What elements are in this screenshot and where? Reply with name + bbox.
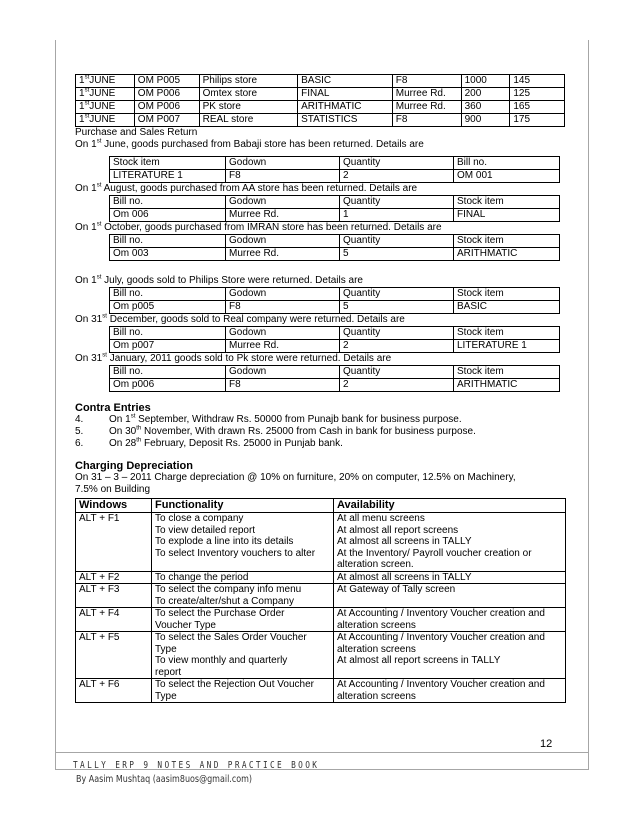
return-desc-pre: On 1 xyxy=(75,183,97,194)
return-data-row xyxy=(110,248,560,261)
return-desc-pre: On 31 xyxy=(75,314,103,325)
availability-cell xyxy=(334,584,566,608)
header-cell: Bill no. xyxy=(110,288,226,301)
return-desc-pre: On 1 xyxy=(75,139,97,150)
data-cell: Om 006 xyxy=(110,209,226,222)
return-desc-post: January, 2011 goods sold to Pk store were returned. Details are xyxy=(106,353,392,364)
availability-cell xyxy=(334,608,566,632)
party-cell: Omtex store xyxy=(199,88,298,101)
contra-pre: On 1 xyxy=(109,414,131,425)
functionality-line: To select the Rejection Out Voucher xyxy=(155,679,314,690)
return-header-row xyxy=(110,157,560,170)
table-row xyxy=(76,513,566,572)
availability-line: alteration screens xyxy=(337,690,416,702)
data-cell: 2 xyxy=(340,340,454,353)
return-table xyxy=(109,156,560,183)
date-month: JUNE xyxy=(89,101,116,112)
header-cell: Godown xyxy=(226,288,340,301)
return-table xyxy=(109,195,560,222)
availability-cell xyxy=(334,571,566,584)
return-data-row xyxy=(110,170,560,183)
functionality-line: To select the company info menu xyxy=(155,584,302,595)
return-header-row xyxy=(110,288,560,301)
bill-cell: OM P006 xyxy=(134,88,199,101)
header-cell: Stock item xyxy=(454,366,560,379)
header-cell: Godown xyxy=(226,157,340,170)
data-cell: F8 xyxy=(226,379,340,392)
return-desc-sup: st xyxy=(96,274,102,281)
availability-line: At almost all report screens in TALLY xyxy=(337,655,501,666)
party-cell: PK store xyxy=(199,101,298,114)
return-header-row xyxy=(110,366,560,379)
contra-item xyxy=(75,438,565,450)
header-cell: Quantity xyxy=(340,235,454,248)
functionality-line: Type xyxy=(155,643,177,655)
header-cell: Bill no. xyxy=(454,157,560,170)
date-suffix: st xyxy=(84,113,90,120)
return-desc-post: December, goods sold to Real company were returned. Details are xyxy=(106,314,405,325)
qty-cell: 360 xyxy=(461,101,510,114)
header-cell: Godown xyxy=(226,366,340,379)
rate-cell: 165 xyxy=(510,101,565,114)
qty-cell: 900 xyxy=(461,114,510,127)
contra-sup: st xyxy=(130,413,136,420)
return-table xyxy=(109,287,560,314)
rate-cell: 145 xyxy=(510,75,565,88)
contra-list xyxy=(75,414,565,450)
bill-cell: OM P006 xyxy=(134,101,199,114)
return-data-row xyxy=(110,301,560,314)
data-cell: 2 xyxy=(340,170,454,183)
data-cell: Murree Rd. xyxy=(226,248,340,261)
data-cell: BASIC xyxy=(454,301,560,314)
depreciation-line-2: 7.5% on Building xyxy=(75,484,151,495)
functionality-line: To create/alter/shut a Company xyxy=(155,595,294,607)
table-row xyxy=(76,88,565,101)
contra-item xyxy=(75,426,565,438)
date-suffix: st xyxy=(84,74,90,81)
date-number: 1 xyxy=(79,101,85,112)
data-cell: OM 001 xyxy=(454,170,560,183)
godown-cell: F8 xyxy=(392,75,461,88)
return-description xyxy=(75,314,565,326)
item-cell: ARITHMATIC xyxy=(298,101,393,114)
data-cell: 1 xyxy=(340,209,454,222)
availability-line: At Accounting / Inventory Voucher creation and xyxy=(337,608,545,619)
table-row xyxy=(76,75,565,88)
functionality-line: To change the period xyxy=(155,571,249,583)
header-cell: Stock item xyxy=(454,235,560,248)
godown-cell: Murree Rd. xyxy=(392,101,461,114)
shortcut-key-cell: ALT + F4 xyxy=(76,608,152,632)
functionality-cell xyxy=(152,513,334,572)
availability-line: At almost all report screens xyxy=(337,524,459,536)
functionality-line: To view monthly and quarterly xyxy=(155,655,288,666)
functionality-line: To select the Purchase Order xyxy=(155,608,285,619)
data-cell: FINAL xyxy=(454,209,560,222)
header-cell: Stock item xyxy=(110,157,226,170)
data-cell: LITERATURE 1 xyxy=(454,340,560,353)
data-cell: Om p007 xyxy=(110,340,226,353)
return-desc-sup: st xyxy=(96,138,102,145)
table-row xyxy=(76,571,566,584)
return-desc-post: October, goods purchased from IMRAN store has been returned. Details are xyxy=(101,222,442,233)
data-cell: ARITHMATIC xyxy=(454,248,560,261)
header-cell: Quantity xyxy=(340,196,454,209)
header-cell: Quantity xyxy=(340,366,454,379)
functionality-cell xyxy=(152,584,334,608)
sales-table xyxy=(75,74,565,127)
godown-cell: Murree Rd. xyxy=(392,88,461,101)
return-desc-post: July, goods sold to Philips Store were returned. Details are xyxy=(101,275,363,286)
qty-cell: 1000 xyxy=(461,75,510,88)
data-cell: Om 003 xyxy=(110,248,226,261)
data-cell: Murree Rd. xyxy=(226,209,340,222)
header-cell: Bill no. xyxy=(110,196,226,209)
contra-text xyxy=(109,414,462,426)
header-cell: Stock item xyxy=(454,196,560,209)
availability-line: At Gateway of Tally screen xyxy=(337,584,456,595)
data-cell: F8 xyxy=(226,301,340,314)
availability-cell xyxy=(334,679,566,703)
table-row xyxy=(76,679,566,703)
availability-cell xyxy=(334,513,566,572)
table-row xyxy=(76,114,565,127)
col-header-functionality: Functionality xyxy=(152,499,334,513)
functionality-line: Voucher Type xyxy=(155,619,216,631)
date-number: 1 xyxy=(79,88,85,99)
date-number: 1 xyxy=(79,75,85,86)
return-desc-pre: On 31 xyxy=(75,353,103,364)
return-data-row xyxy=(110,379,560,392)
availability-cell xyxy=(334,632,566,679)
data-cell: F8 xyxy=(226,170,340,183)
contra-text xyxy=(109,426,476,438)
availability-line: alteration screens xyxy=(337,619,416,631)
date-month: JUNE xyxy=(89,88,116,99)
date-month: JUNE xyxy=(89,114,116,125)
return-table xyxy=(109,326,560,353)
return-desc-post: August, goods purchased from AA store has been returned. Details are xyxy=(101,183,418,194)
functionality-line: report xyxy=(155,666,182,678)
return-desc-sup: st xyxy=(102,313,107,320)
page-number: 12 xyxy=(540,738,553,750)
availability-line: alteration screens xyxy=(337,643,416,655)
availability-line: alteration screen. xyxy=(337,559,414,570)
depreciation-heading: Charging Depreciation xyxy=(75,460,193,472)
item-cell: FINAL xyxy=(298,88,393,101)
functionality-cell xyxy=(152,679,334,703)
depreciation-line-1: On 31 – 3 – 2011 Charge depreciation @ 10% on furniture, 20% on computer, 12.5% on Machinery, xyxy=(75,472,516,483)
purchase-sales-heading: Purchase and Sales Return xyxy=(75,127,198,138)
contra-number: 4. xyxy=(75,414,84,425)
header-cell: Quantity xyxy=(340,327,454,340)
return-table xyxy=(109,365,560,392)
shortcut-key-cell: ALT + F6 xyxy=(76,679,152,703)
rate-cell: 125 xyxy=(510,88,565,101)
party-cell: Philips store xyxy=(199,75,298,88)
shortcut-key-cell: ALT + F2 xyxy=(76,571,152,584)
return-desc-pre: On 1 xyxy=(75,275,97,286)
bill-cell: OM P007 xyxy=(134,114,199,127)
availability-line: At Accounting / Inventory Voucher creation and xyxy=(337,679,545,690)
date-number: 1 xyxy=(79,114,85,125)
return-description xyxy=(75,183,565,195)
contra-heading: Contra Entries xyxy=(75,402,151,414)
data-cell: 2 xyxy=(340,379,454,392)
contra-post: September, Withdraw Rs. 50000 from Punajb bank for business purpose. xyxy=(135,414,462,425)
book-title: TALLY ERP 9 NOTES AND PRACTICE BOOK xyxy=(73,760,320,771)
functionality-line: To view detailed report xyxy=(155,524,256,536)
author-credit: By Aasim Mushtaq (aasim8uos@gmail.com) xyxy=(76,774,253,785)
header-cell: Godown xyxy=(226,235,340,248)
contra-number: 6. xyxy=(75,438,84,449)
contra-sup: th xyxy=(136,437,142,444)
header-cell: Bill no. xyxy=(110,327,226,340)
header-cell: Bill no. xyxy=(110,366,226,379)
header-cell: Stock item xyxy=(454,327,560,340)
qty-cell: 200 xyxy=(461,88,510,101)
contra-item xyxy=(75,414,565,426)
date-cell xyxy=(76,101,135,114)
return-header-row xyxy=(110,327,560,340)
return-header-row xyxy=(110,196,560,209)
header-cell: Stock item xyxy=(454,288,560,301)
header-cell: Quantity xyxy=(340,288,454,301)
availability-line: At the Inventory/ Payroll voucher creation or xyxy=(337,547,532,559)
return-desc-post: June, goods purchased from Babaji store has been returned. Details are xyxy=(101,139,424,150)
contra-text xyxy=(109,438,343,450)
footer-divider xyxy=(56,752,589,753)
bill-cell: OM P005 xyxy=(134,75,199,88)
header-cell: Godown xyxy=(226,327,340,340)
return-desc-sup: st xyxy=(96,182,102,189)
shortcut-table xyxy=(75,498,566,703)
header-cell: Bill no. xyxy=(110,235,226,248)
header-cell: Godown xyxy=(226,196,340,209)
item-cell: STATISTICS xyxy=(298,114,393,127)
data-cell: ARITHMATIC xyxy=(454,379,560,392)
functionality-cell xyxy=(152,608,334,632)
return-header-row xyxy=(110,235,560,248)
table-row xyxy=(76,101,565,114)
col-header-availability: Availability xyxy=(334,499,566,513)
functionality-line: To close a company xyxy=(155,513,244,524)
contra-pre: On 28 xyxy=(109,438,137,449)
party-cell: REAL store xyxy=(199,114,298,127)
item-cell: BASIC xyxy=(298,75,393,88)
return-description xyxy=(75,222,565,234)
data-cell: Om p005 xyxy=(110,301,226,314)
date-cell xyxy=(76,114,135,127)
returns-section xyxy=(75,139,565,392)
return-data-row xyxy=(110,209,560,222)
return-description xyxy=(75,139,565,151)
return-table xyxy=(109,234,560,261)
availability-line: At almost all screens in TALLY xyxy=(337,536,472,547)
shortcut-key-cell: ALT + F5 xyxy=(76,632,152,679)
data-cell: Murree Rd. xyxy=(226,340,340,353)
functionality-cell xyxy=(152,571,334,584)
availability-line: At Accounting / Inventory Voucher creation and xyxy=(337,632,545,643)
contra-post: November, With drawn Rs. 25000 from Cash in bank for business purpose. xyxy=(141,426,476,437)
contra-sup: th xyxy=(136,425,142,432)
functionality-line: To select the Sales Order Voucher xyxy=(155,632,307,643)
return-desc-pre: On 1 xyxy=(75,222,97,233)
data-cell: Om p006 xyxy=(110,379,226,392)
functionality-line: Type xyxy=(155,690,177,702)
godown-cell: F8 xyxy=(392,114,461,127)
date-suffix: st xyxy=(84,100,90,107)
col-header-windows: Windows xyxy=(76,499,152,513)
contra-pre: On 30 xyxy=(109,426,137,437)
date-cell xyxy=(76,75,135,88)
functionality-cell xyxy=(152,632,334,679)
shortcut-key-cell: ALT + F3 xyxy=(76,584,152,608)
return-desc-sup: st xyxy=(96,221,102,228)
functionality-line: To explode a line into its details xyxy=(155,536,294,547)
date-suffix: st xyxy=(84,87,90,94)
return-data-row xyxy=(110,340,560,353)
data-cell: 5 xyxy=(340,248,454,261)
date-cell xyxy=(76,88,135,101)
availability-line: At almost all screens in TALLY xyxy=(337,571,472,583)
return-description xyxy=(75,275,565,287)
return-description xyxy=(75,353,565,365)
contra-number: 5. xyxy=(75,426,84,437)
return-desc-sup: st xyxy=(102,352,107,359)
contra-post: February, Deposit Rs. 25000 in Punjab bank. xyxy=(141,438,343,449)
table-row xyxy=(76,584,566,608)
data-cell: LITERATURE 1 xyxy=(110,170,226,183)
rate-cell: 175 xyxy=(510,114,565,127)
functionality-line: To select Inventory vouchers to alter xyxy=(155,547,316,559)
table-row xyxy=(76,608,566,632)
document-body xyxy=(75,74,565,703)
availability-line: At all menu screens xyxy=(337,513,425,524)
table-row xyxy=(76,632,566,679)
header-cell: Quantity xyxy=(340,157,454,170)
data-cell: 5 xyxy=(340,301,454,314)
date-month: JUNE xyxy=(89,75,116,86)
shortcut-key-cell: ALT + F1 xyxy=(76,513,152,572)
